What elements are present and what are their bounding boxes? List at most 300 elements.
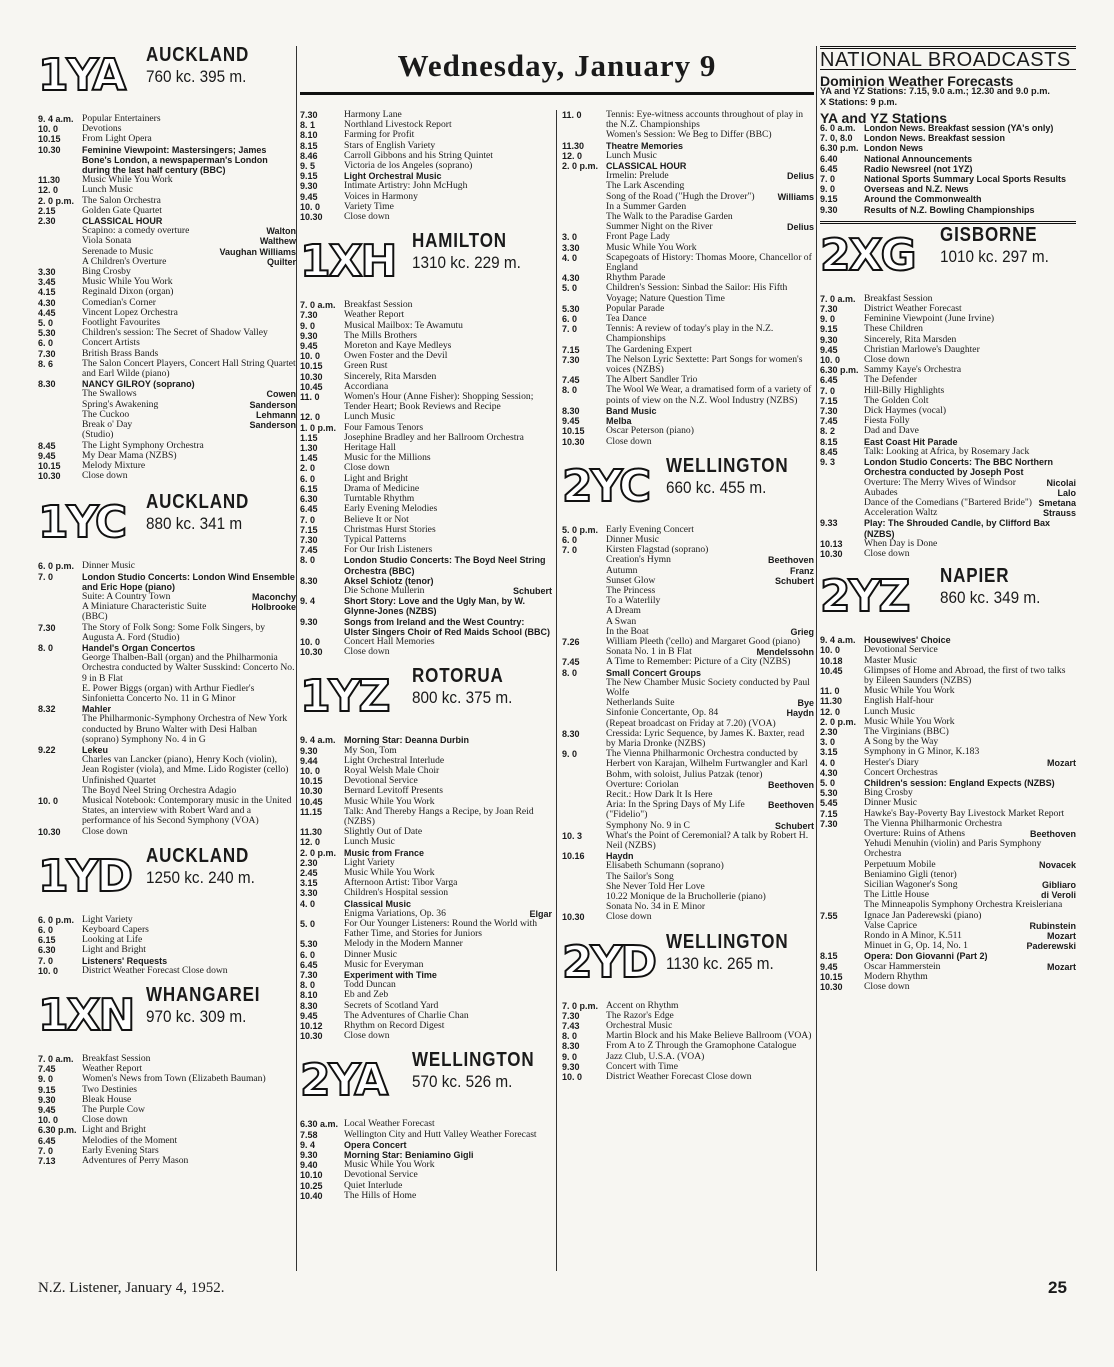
program-time: 3.15 (300, 878, 318, 889)
program-time: 2.30 (38, 216, 56, 227)
detail-text: Autumn (606, 564, 638, 576)
program-entry (300, 1181, 552, 1191)
national-entry (820, 184, 1076, 194)
program-entry (300, 555, 552, 575)
program-entry (562, 253, 814, 273)
program-time: 9. 4 a.m. (300, 735, 336, 746)
program-time: 9.45 (38, 450, 56, 461)
program-entry (38, 175, 296, 185)
program-detail (562, 222, 814, 232)
program-time: 7.45 (38, 1064, 56, 1075)
program-title: Devotions (82, 123, 122, 135)
composer: Mozart (1047, 931, 1076, 942)
program-title: Drama of Medicine (344, 482, 420, 494)
program-entry (820, 416, 1076, 426)
program-title: Concert with Time (606, 1060, 678, 1072)
program-title: Vincent Lopez Orchestra (82, 306, 178, 318)
program-time: 10.30 (820, 548, 843, 559)
program-time: 9.30 (300, 1150, 318, 1161)
program-title: Owen Foster and the Devil (344, 350, 448, 362)
program-time: 2. 0 p.m. (38, 195, 75, 206)
program-time: 10.30 (38, 471, 61, 482)
program-title: Carroll Gibbons and his String Quintet (344, 149, 493, 161)
composer: Vaughan Williams (219, 246, 296, 257)
national-entry (820, 164, 1076, 174)
program-detail (562, 617, 814, 627)
program-title: Fiesta Folly (864, 415, 910, 427)
national-entry (820, 194, 1076, 204)
program-entry (300, 181, 552, 191)
program-title: Music While You Work (344, 866, 435, 878)
program-time: 3.30 (562, 242, 580, 253)
program-entry (820, 539, 1076, 549)
column-3 (562, 110, 814, 1082)
program-entry (38, 471, 296, 481)
program-time: 9.45 (300, 191, 318, 202)
program-title: Close down (606, 911, 652, 923)
composer: Schubert (774, 575, 814, 586)
program-time: 5. 0 (300, 919, 316, 929)
detail-text: Netherlands Suite (606, 697, 675, 709)
composer: di Veroli (1040, 890, 1076, 901)
program-time: 12. 0 (300, 412, 321, 423)
program-entry (562, 304, 814, 314)
program-title: Symphony in G Minor, K.183 (864, 746, 980, 758)
program-title: Green Rust (344, 360, 388, 372)
program-time: 8.30 (562, 728, 580, 739)
program-detail (820, 478, 1076, 488)
program-entry (562, 729, 814, 749)
program-time: 7. 0 (300, 514, 316, 525)
station-name: AUCKLAND (146, 491, 250, 514)
program-entry (820, 457, 1076, 477)
program-title: National Announcements (864, 153, 973, 164)
program-entry (300, 939, 552, 949)
detail-text: A Dream (606, 605, 641, 617)
detail-text: To a Waterlily (606, 595, 661, 607)
program-time: 8.45 (38, 440, 56, 451)
program-time: 9.30 (300, 181, 318, 192)
program-time: 8.30 (38, 379, 56, 390)
program-title: The Defender (864, 374, 917, 386)
program-entry (38, 114, 296, 124)
program-title: Listeners' Requests (82, 955, 168, 966)
detail-text: The Boyd Neel String Orchestra Adagio (82, 784, 237, 796)
program-time: 4. 0 (562, 252, 578, 263)
station-name: WELLINGTON (412, 1049, 535, 1072)
program-title: Close down (344, 1030, 390, 1042)
program-title: Accent on Rhythm (606, 999, 679, 1011)
program-time: 9. 0 (38, 1074, 54, 1085)
program-title: Housewives' Choice (864, 635, 951, 646)
program-time: 9.30 (820, 334, 838, 345)
station-logo: 2YZ (820, 571, 909, 623)
program-time: 8.30 (562, 405, 580, 416)
program-entry (820, 645, 1076, 655)
program-time: 8.30 (300, 575, 318, 586)
program-entry (562, 912, 814, 922)
program-time: 6. 0 (562, 534, 578, 545)
program-title: Music for the Millions (344, 452, 431, 464)
program-title: Close down (864, 547, 910, 559)
program-time: 7.45 (300, 545, 318, 556)
detail-text: Aria: In the Spring Days of My Life ("Fidelio") (606, 799, 745, 821)
program-time: 3.30 (38, 267, 56, 278)
program-time: 9.45 (562, 416, 580, 427)
program-entry (38, 338, 296, 348)
program-time: 2. 0 p.m. (300, 847, 337, 858)
program-entry (38, 1136, 296, 1146)
program-list (38, 915, 296, 976)
detail-text: Aubades (864, 486, 898, 498)
program-entry (38, 966, 296, 976)
program-entry (820, 982, 1076, 992)
program-detail (38, 420, 296, 430)
program-title: Hawke's Bay-Poverty Bay Livestock Market Report (864, 807, 1065, 819)
program-entry (300, 980, 552, 990)
program-entry (300, 1130, 552, 1140)
detail-text: Creation's Hymn (606, 554, 671, 566)
program-time: 6.45 (820, 375, 838, 386)
program-time: 6.30 p.m. (820, 143, 859, 154)
station-frequency: 570 kc. 526 m. (412, 1072, 513, 1092)
program-entry (38, 461, 296, 471)
program-entry (300, 202, 552, 212)
program-title: Glimpses of Home and Abroad, the first of two talks by Eileen Saunders (NZBS) (864, 664, 1066, 686)
program-entry (300, 392, 552, 412)
program-time: 6.15 (300, 483, 318, 494)
program-title: Devotional Service (864, 644, 938, 656)
program-time: 9.45 (300, 1010, 318, 1021)
composer: Mozart (1047, 757, 1076, 768)
program-time: 9.33 (820, 518, 838, 529)
program-title: Northland Livestock Report (344, 119, 452, 131)
program-time: 8. 0 (562, 1031, 578, 1042)
program-entry (820, 396, 1076, 406)
program-title: Ignace Jan Paderewski (piano) (864, 909, 982, 921)
program-detail (820, 508, 1076, 518)
program-title: Lunch Music (344, 411, 395, 423)
program-time: 7.58 (300, 1129, 318, 1140)
program-title: The Wool We Wear, a dramatised form of a variety of points of view on the N.Z. Wool Industry (NZBS) (606, 384, 812, 406)
program-time: 8.30 (300, 1000, 318, 1011)
detail-text: Perpetuum Mobile (864, 858, 936, 870)
program-entry (820, 666, 1076, 686)
program-title: Melodies of the Moment (82, 1134, 178, 1146)
station-frequency: 1130 kc. 265 m. (666, 953, 774, 973)
program-title: Four Famous Tenors (344, 421, 424, 433)
composer: Rubinstein (1029, 920, 1076, 931)
program-time: 12. 0 (38, 185, 59, 196)
detail-text: The Cuckoo (82, 408, 130, 420)
detail-text: Song of the Road ("Hugh the Drover") (606, 190, 755, 202)
program-time: 10.15 (38, 134, 61, 145)
station-name: WELLINGTON (666, 930, 789, 953)
program-entry (562, 525, 814, 535)
program-entry (562, 545, 814, 555)
program-title: London Studio Concerts: London Wind Ensemble and Eric Hope (piano) (82, 571, 295, 592)
program-title: Bleak House (82, 1093, 132, 1105)
program-title: The Razor's Edge (606, 1009, 674, 1021)
program-entry (562, 1052, 814, 1062)
program-title: Overseas and N.Z. News (864, 184, 969, 195)
program-title: Light Variety (344, 856, 395, 868)
detail-text: Overture: Ruins of Athens (864, 827, 965, 839)
program-time: 7.30 (300, 534, 318, 545)
program-entry (300, 412, 552, 422)
program-title: London Studio Concerts: The BBC Northern Orchestra conducted by Joseph Post (864, 457, 1053, 478)
program-title: Heritage Hall (344, 442, 396, 454)
detail-text: Viola Sonata (82, 235, 132, 247)
program-entry (820, 951, 1076, 961)
program-entry (562, 657, 814, 667)
program-time: 2.30 (820, 726, 838, 737)
program-title: Classical Music (344, 898, 412, 909)
program-time: 7.30 (562, 354, 580, 365)
program-title: Experiment with Time (344, 970, 437, 981)
program-time: 6.15 (38, 935, 56, 946)
program-title: Handel's Organ Concertos (82, 642, 196, 653)
program-entry (562, 324, 814, 344)
program-title: Oscar Hammerstein (864, 960, 941, 972)
program-time: 10.15 (300, 361, 323, 372)
program-time: 7.30 (820, 304, 838, 315)
program-entry (820, 386, 1076, 396)
program-time: 6. 0 (38, 338, 54, 349)
program-title: Music While You Work (606, 241, 697, 253)
program-title: Reginald Dixon (organ) (82, 286, 174, 298)
program-entry (820, 972, 1076, 982)
composer: Nicolai (1046, 477, 1076, 488)
program-time: 11. 0 (820, 686, 840, 697)
detail-text: Women's Session: We Beg to Differ (BBC) (606, 129, 772, 141)
program-time: 6.40 (820, 153, 838, 164)
composer: Mozart (1047, 961, 1076, 972)
program-time: 7.15 (820, 395, 838, 406)
program-title: What's the Point of Ceremonial? A talk by Robert H. Neil (NZBS) (606, 829, 809, 851)
program-title: Lunch Music (344, 836, 395, 848)
program-title: Bing Crosby (864, 787, 913, 799)
program-title: NANCY GILROY (soprano) (82, 379, 195, 390)
program-time: 7.15 (300, 524, 318, 535)
program-time: 5.30 (820, 788, 838, 799)
station-logo: 1YD (38, 850, 131, 902)
detail-text: Serenade to Music (82, 245, 154, 257)
program-time: 8. 1 (300, 120, 316, 131)
program-time: 6.30 p.m. (38, 1125, 77, 1136)
program-title: Modern Rhythm (864, 970, 928, 982)
station-logo: 1XH (300, 236, 396, 288)
program-entry (820, 768, 1076, 778)
program-title: Concert Hall Memories (344, 635, 435, 647)
program-time: 9.30 (562, 1061, 580, 1072)
station-frequency: 1250 kc. 240 m. (146, 867, 255, 887)
page-headline: Wednesday, January 9 (300, 48, 814, 95)
program-entry (820, 447, 1076, 457)
detail-text: In a Summer Garden (606, 200, 687, 212)
detail-text: Beniamino Gigli (tenor) (864, 868, 957, 880)
detail-text: In the Boat (606, 625, 649, 637)
program-title: Talk: Looking at Africa, by Rosemary Jack (864, 445, 1030, 457)
program-title: Adventures of Perry Mason (82, 1155, 189, 1167)
program-time: 9. 0 (562, 749, 578, 760)
composer: Bye (797, 698, 814, 709)
program-list (562, 525, 814, 923)
program-title: Feminine Viewpoint (June Irvine) (864, 313, 995, 325)
program-entry (300, 1191, 552, 1201)
program-title: Cressida: Lyric Sequence, by James K. Baxter, read by Maria Dronke (NZBS) (606, 727, 805, 749)
program-title: Women's Hour (Anne Fisher): Shopping Session; Tender Heart; Book Reviews and Recipe (344, 391, 534, 413)
program-entry (38, 935, 296, 945)
station-name: NAPIER (940, 565, 1010, 588)
program-title: Children's Hospital session (344, 887, 449, 899)
program-title: National Sports Summary Local Sports Results (864, 174, 1067, 185)
program-title: Close down (82, 470, 128, 482)
detail-text: (BBC) (82, 611, 108, 623)
program-entry (562, 110, 814, 130)
program-entry (300, 647, 552, 657)
program-title: Quiet Interlude (344, 1179, 403, 1191)
detail-text: Break o' Day (82, 419, 133, 431)
program-time: 9.15 (820, 194, 838, 205)
program-title: These Children (864, 323, 923, 335)
program-time: 10.30 (300, 647, 323, 658)
program-detail (38, 410, 296, 420)
program-entry (38, 359, 296, 379)
station-header-1ya (38, 44, 296, 110)
program-title: Wellington City and Hutt Valley Weather Forecast (344, 1128, 537, 1140)
program-detail (38, 755, 296, 786)
national-program-list (820, 123, 1076, 215)
program-time: 10. 0 (38, 965, 59, 976)
weather-line: X Stations: 9 p.m. (820, 96, 898, 107)
program-title: London Studio Concerts: The Boyd Neel String Orchestra (BBC) (344, 555, 546, 576)
composer: Mendelssohn (756, 647, 814, 658)
program-title: Melody in the Modern Manner (344, 938, 463, 950)
composer: Schubert (774, 820, 814, 831)
station-frequency: 1310 kc. 229 m. (412, 253, 521, 273)
program-time: 3.45 (38, 277, 56, 288)
program-entry (562, 1011, 814, 1021)
program-title: District Weather Forecast Close down (606, 1071, 752, 1083)
program-entry (820, 962, 1047, 972)
program-time: 9.22 (38, 744, 56, 755)
program-time: 1.15 (300, 432, 318, 443)
detail-text: Symphony No. 9 in C (606, 819, 690, 831)
program-time: 7. 0 a.m. (300, 300, 336, 311)
program-time: 6.30 (38, 945, 56, 956)
program-title: William Pleeth ('cello) and Margaret Good (piano) (606, 635, 801, 647)
program-time: 1.30 (300, 443, 318, 454)
program-title: Farming for Profit (344, 129, 415, 141)
detail-text: Valse Caprice (864, 919, 918, 931)
program-entry (38, 623, 296, 643)
program-entry (38, 206, 296, 216)
program-title: The Story of Folk Song: Some Folk Singers, by Augusta A. Ford (Studio) (82, 621, 266, 643)
program-entry (300, 827, 552, 837)
program-title: Intimate Artistry: John McHugh (344, 180, 468, 192)
program-title: Breakfast Session (344, 299, 413, 311)
program-entry (562, 749, 814, 780)
program-time: 1. 0 p.m. (300, 422, 337, 433)
program-title: Women's News from Town (Elizabeth Bauman) (82, 1073, 266, 1085)
program-entry (300, 463, 552, 473)
program-title: English Half-hour (864, 695, 934, 707)
program-title: Children's Session: Sinbad the Sailor: His Fifth Voyage; Nature Question Time (606, 282, 788, 304)
program-time: 11.30 (820, 696, 843, 707)
program-entry (820, 406, 1076, 416)
program-detail (562, 606, 814, 616)
program-entry (38, 1074, 296, 1084)
detail-text: Sunset Glow (606, 574, 656, 586)
program-time: 7.30 (820, 406, 838, 417)
program-time: 12. 0 (300, 837, 321, 848)
program-title: London News. Breakfast session (864, 133, 1006, 144)
program-title: Looking at Life (82, 934, 143, 946)
program-list (38, 114, 296, 481)
program-detail (820, 498, 1076, 508)
program-title: Hester's Diary (864, 756, 919, 768)
program-title: Golden Gate Quartet (82, 204, 162, 216)
program-title: Martin Block and his Make Believe Ballroom (VOA) (606, 1030, 812, 1042)
program-title: District Weather Forecast Close down (82, 964, 228, 976)
program-time: 9. 4 (300, 596, 316, 607)
program-title: Close down (344, 462, 390, 474)
program-time: 7.15 (820, 808, 838, 819)
program-time: 9.15 (820, 324, 838, 335)
program-time: 4. 0 (820, 757, 836, 768)
program-title: The Gardening Expert (606, 343, 692, 355)
program-title: London News. Breakfast session (YA's only) (864, 123, 1054, 134)
station-header-1yd (38, 844, 296, 911)
program-time: 8. 0 (300, 555, 316, 566)
program-time: 3.15 (820, 747, 838, 758)
program-time: 8.15 (820, 951, 838, 962)
program-time: 8.45 (820, 446, 838, 457)
program-time: 8.46 (300, 150, 318, 161)
program-time: 7.26 (562, 636, 580, 647)
station-name: GISBORNE (940, 223, 1038, 246)
program-time: 9.45 (820, 961, 838, 972)
program-title: The Light Symphony Orchestra (82, 439, 204, 451)
program-title: Popular Parade (606, 302, 665, 314)
program-title: Lekeu (82, 744, 109, 755)
program-time: 7. 0 (38, 955, 54, 966)
program-detail (562, 586, 814, 596)
program-title: Breakfast Session (864, 292, 933, 304)
program-time: 7.45 (562, 375, 580, 386)
detail-text: (Studio) (82, 429, 114, 441)
program-entry (38, 1054, 296, 1064)
program-time: 12. 0 (562, 150, 583, 161)
program-title: Keyboard Capers (82, 924, 149, 935)
program-time: 6.45 (38, 1135, 56, 1146)
program-entry (300, 372, 552, 382)
program-entry (562, 283, 814, 303)
program-title: Tennis: A review of today's play in the N.Z. Championships (606, 323, 774, 345)
program-title: Tennis: Eye-witness accounts throughout of play in the N.Z. Championships (606, 109, 804, 131)
detail-text: Minuet in G, Op. 14, No. 1 (864, 940, 968, 952)
program-title: Kirsten Flagstad (soprano) (606, 544, 709, 556)
program-title: For Our Younger Listeners: Round the World with Father Time, and Stories for Juniors (344, 918, 538, 940)
program-title: District Weather Forecast (864, 303, 962, 315)
program-title: The Purple Cow (82, 1104, 145, 1116)
program-detail (820, 941, 1076, 951)
station-name: WELLINGTON (666, 454, 789, 477)
program-time: 8. 6 (38, 358, 54, 369)
program-time: 4.30 (562, 273, 580, 284)
program-title: My Son, Tom (344, 744, 397, 756)
